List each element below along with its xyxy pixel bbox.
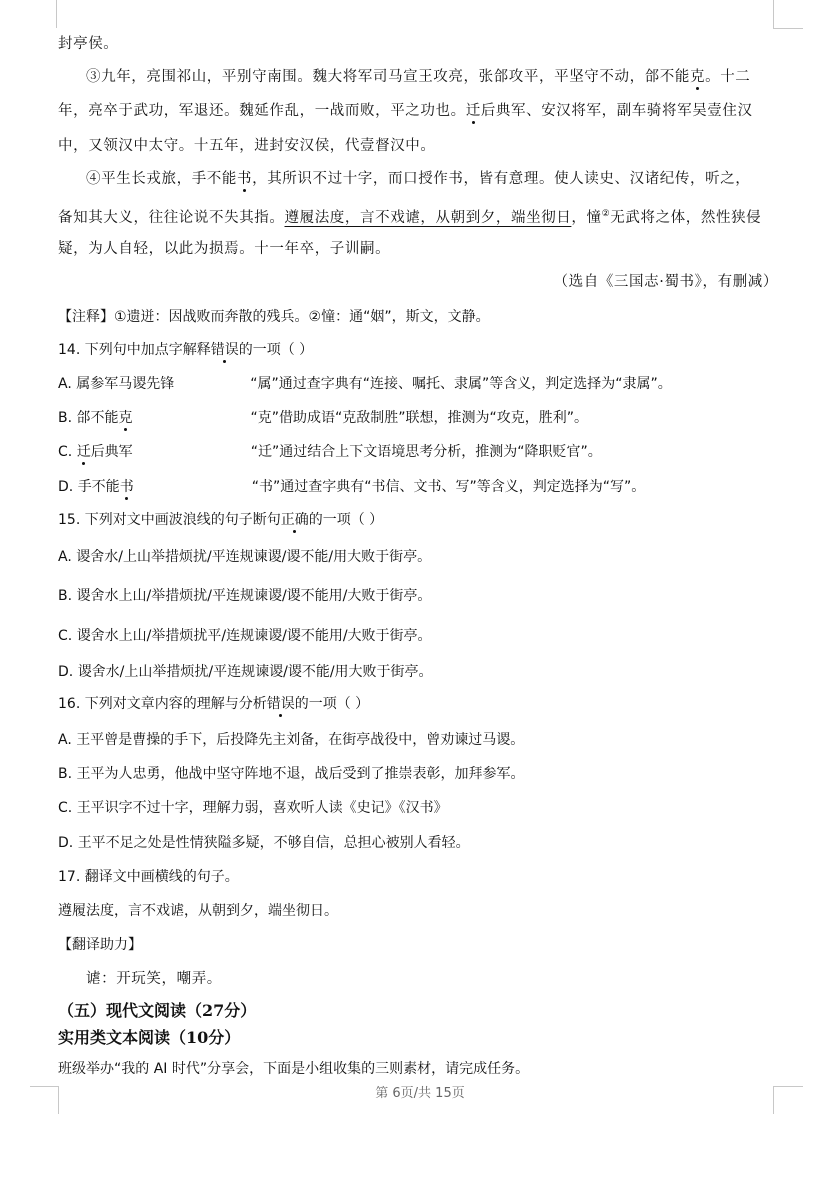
q17-stem: 17. 翻译文中画横线的句子。 — [58, 869, 239, 885]
annotation-note: 【注释】①遗迸：因战败而奔散的残兵。②憧：通“姻”，斯文，文静。 — [58, 309, 490, 325]
section-intro: 班级举办“我的 AI 时代”分享会，下面是小组收集的三则素材，请完成任务。 — [58, 1061, 530, 1077]
q15-option-c: C. 谡舍水上山/举措烦扰平/连规谏谡/谡不能用/大败于街亭。 — [58, 628, 432, 644]
dotted-char-ke: 克 — [690, 69, 706, 85]
q15-option-d: D. 谡舍水/上山举措烦扰/平连规谏谡/谡不能/用大败于街亭。 — [58, 664, 433, 680]
para4-line3: 疑，为人自轻，以此为损焉。十一年卒，子训嗣。 — [58, 241, 391, 257]
q16-option-b: B. 王平为人忠勇，他战中坚守阵地不退，战后受到了推崇表彰，加拜参军。 — [58, 766, 525, 782]
q16-option-a: A. 王平曾是曹操的手下，后投降先主刘备，在街亭战役中，曾劝谏过马谡。 — [58, 732, 525, 748]
q17-help-text: 谑：开玩笑，嘲弄。 — [86, 971, 222, 987]
q15-option-b: B. 谡舍水上山/举措烦扰/平连规谏谡/谡不能用/大败于街亭。 — [58, 588, 432, 604]
q15-option-a: A. 谡舍水/上山举措烦扰/平连规谏谡/谡不能/用大败于街亭。 — [58, 549, 432, 565]
q16-option-c: C. 王平识字不过十字，理解力弱，喜欢听人读《史记》《汉书》 — [58, 800, 448, 816]
para3-line1: ③九年，亮围祁山，平别守南围。魏大将军司马宣王攻亮，张郃攻平，平坚守不动，郃不能克。十二 — [86, 69, 751, 85]
para4-line2: 备知其大义，往往论说不失其指。遵履法度，言不戏谑，从朝到夕，端坐彻日，憧②无武将之体，然性狭侵 — [58, 209, 762, 226]
q17-sentence: 遵履法度，言不戏谑，从朝到夕，端坐彻日。 — [58, 903, 338, 919]
q14-option-b: B. 郃不能克 “克”借助成语“克敌制胜”联想，推测为“攻克，胜利”。 — [58, 410, 589, 426]
q14-option-c: C. 迁后典军 “迁”通过结合上下文语境思考分析，推测为“降职贬官”。 — [58, 444, 602, 460]
para3-tail: 封亭侯。 — [58, 36, 119, 52]
crop-mark-top-right-h — [773, 28, 803, 29]
crop-mark-top-left — [56, 0, 57, 28]
para3-line2: 年，亮卒于武功，军退还。魏延作乱，一战而败，平之功也。迁后典军、安汉将军，副车骑将军吴壹住汉 — [58, 103, 753, 119]
q14-option-d: D. 手不能书 “书”通过查字典有“书信、文书、写”等含义，判定选择为“写”。 — [58, 479, 646, 495]
crop-mark-top-right — [773, 0, 774, 28]
section-heading: （五）现代文阅读（27分） — [58, 1001, 257, 1020]
dotted-char-qian: 迁 — [465, 103, 481, 119]
q16-option-d: D. 王平不足之处是性情狭隘多疑，不够自信，总担心被别人看轻。 — [58, 835, 470, 851]
q16-stem: 16. 下列对文章内容的理解与分析错误的一项（ ） — [58, 696, 370, 712]
source-citation: （选自《三国志·蜀书》，有删减） — [553, 274, 778, 290]
dotted-char-shu: 书 — [237, 171, 253, 187]
underlined-sentence: 遵履法度，言不戏谑，从朝到夕，端坐彻日 — [284, 209, 572, 226]
q15-stem: 15. 下列对文中画波浪线的句子断句正确的一项（ ） — [58, 512, 384, 528]
q14-option-a: A. 属参军马谡先锋 “属”通过查字典有“连接、嘱托、隶属”等含义，判定选择为“隶属”。 — [58, 376, 672, 392]
page-footer: 第 6页/共 15页 — [375, 1086, 465, 1101]
subsection-heading: 实用类文本阅读（10分） — [58, 1028, 241, 1047]
q14-stem: 14. 下列句中加点字解释错误的一项（ ） — [58, 342, 314, 358]
para3-line3: 中，又领汉中太守。十五年，进封安汉侯，代壹督汉中。 — [58, 138, 436, 154]
para4-line1: ④平生长戎旅，手不能书，其所识不过十字，而口授作书，皆有意理。使人读史、汉诸纪传，听之， — [86, 171, 751, 187]
q17-help-title: 【翻译助力】 — [58, 937, 142, 953]
